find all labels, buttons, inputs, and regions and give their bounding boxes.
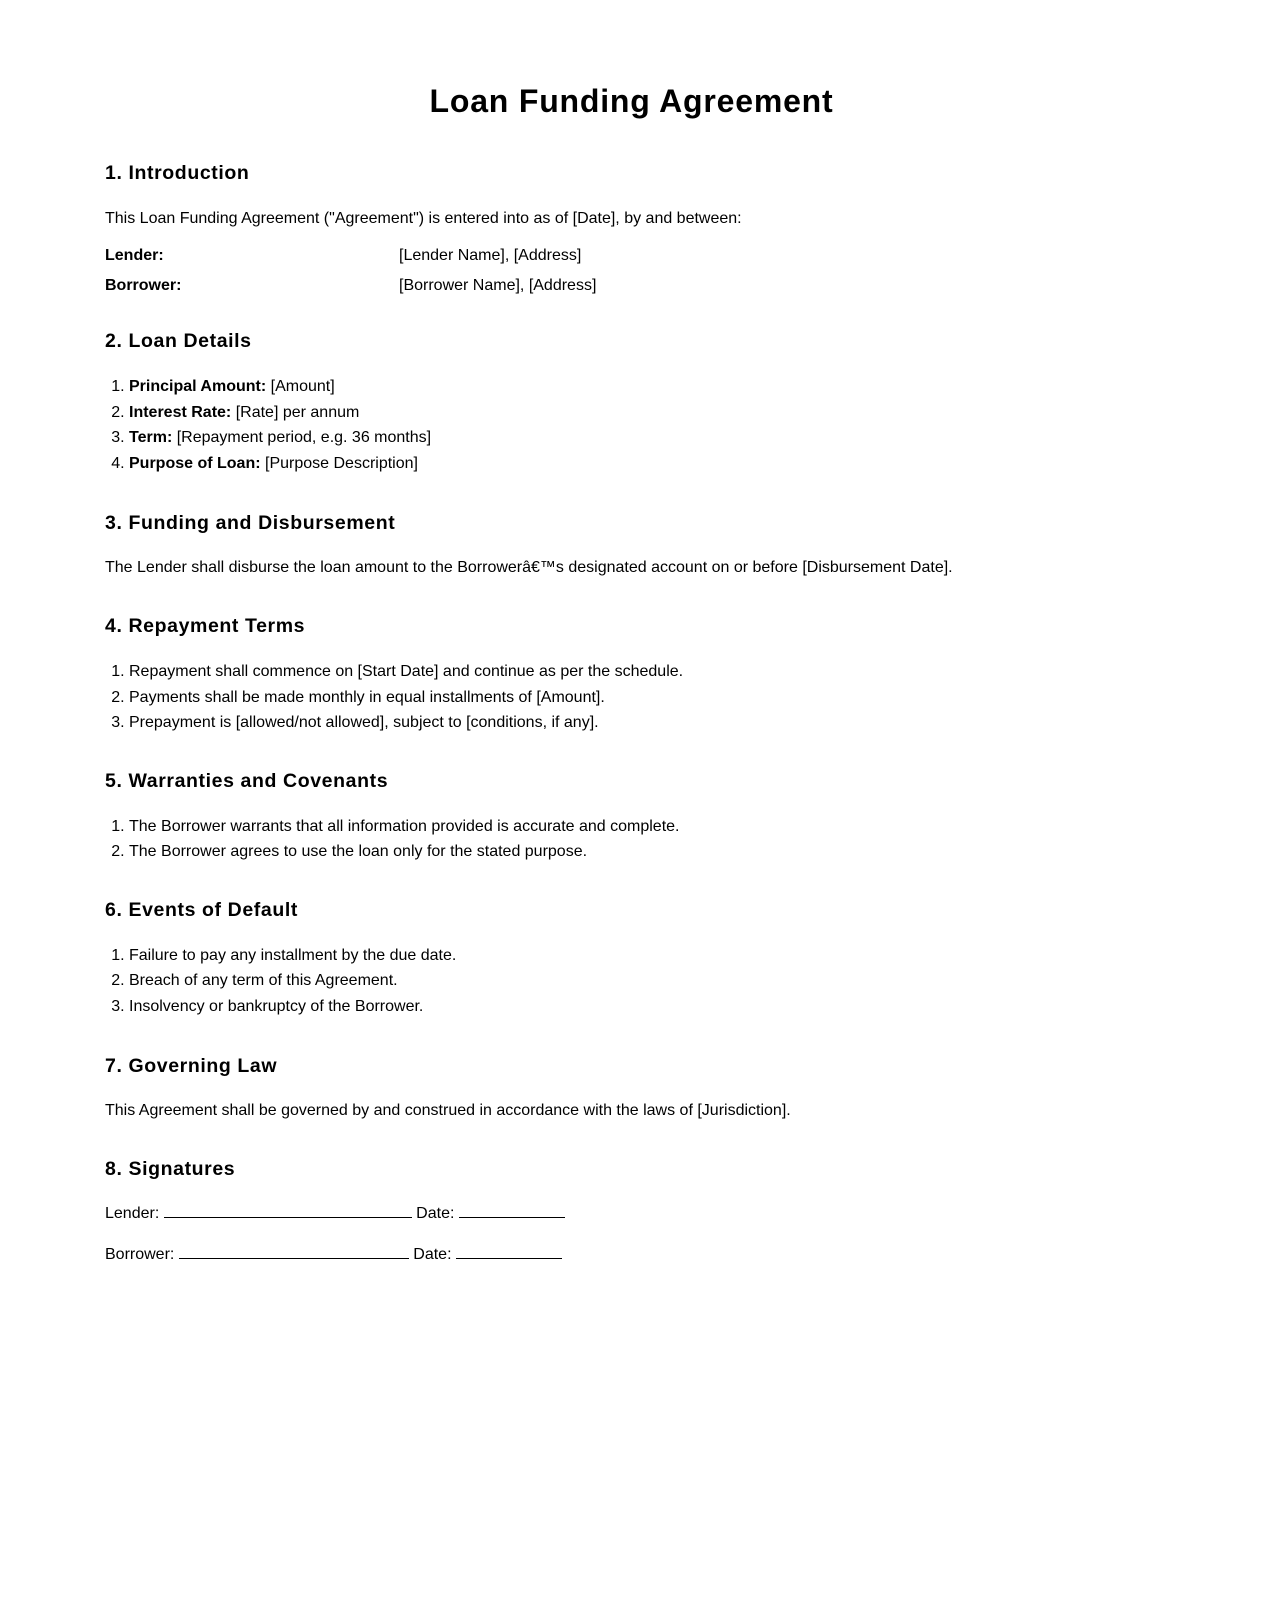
item-label: Purpose of Loan: [129,454,261,472]
signature-label: Borrower: [105,1246,175,1263]
item-value: [Rate] per annum [231,403,360,421]
signature-row-lender [105,1202,1158,1226]
list-item [129,400,1158,426]
intro-paragraph: This Loan Funding Agreement ("Agreement") is entered into as of [Date], by and between: [105,210,742,227]
default-events-list [105,943,1158,1020]
party-value: [Lender Name], [Address] [399,247,582,264]
section-title: 4. Repayment Terms [105,615,306,637]
section-title: 3. Funding and Disbursement [105,512,396,534]
signature-row-borrower [105,1243,1158,1267]
list-item: 1. The Borrower warrants that all information provided is accurate and complete. [129,814,1158,840]
section-governing-law [105,1054,1158,1123]
item-label: Interest Rate: [129,403,232,421]
parties-list [105,244,1158,298]
item-value: [Repayment period, e.g. 36 months] [172,429,432,446]
item-label: Principal Amount: [129,378,267,395]
section-title: 1. Introduction [105,162,250,184]
signature-label: Lender: [105,1205,160,1222]
list-item: 3. Insolvency or bankruptcy of the Borrower. [129,994,1158,1020]
document-title: Loan Funding Agreement [429,83,834,119]
list-item: 2. The Borrower agrees to use the loan only for the stated purpose. [129,839,1158,865]
item-value: [Purpose Description] [260,454,418,472]
date-line [459,1202,565,1218]
party-label: Borrower: [105,277,182,294]
signature-line [164,1202,412,1218]
list-item: 3. Prepayment is [allowed/not allowed], subject to [conditions, if any]. [129,710,1158,736]
section-title: 2. Loan Details [105,330,252,352]
list-item [129,425,1158,451]
governing-law-paragraph: This Agreement shall be governed by and construed in accordance with the laws of [Jurisdiction]. [105,1102,791,1119]
list-item: 1. Failure to pay any installment by the due date. [129,943,1158,969]
party-label: Lender: [105,247,164,264]
section-title: 7. Governing Law [105,1055,278,1077]
section-title: 5. Warranties and Covenants [105,769,389,792]
section-signatures [105,1157,1158,1267]
party-value: [Borrower Name], [Address] [399,277,597,294]
list-item [129,374,1158,400]
section-events-of-default [105,898,1158,1020]
date-label: Date: [416,1205,455,1222]
date-label: Date: [413,1246,452,1263]
section-title: 8. Signatures [105,1158,236,1180]
section-repayment-terms [105,614,1158,736]
list-item [129,451,1158,477]
party-row-lender [105,244,1158,268]
warranties-list [105,814,1158,865]
list-item: 2. Breach of any term of this Agreement. [129,968,1158,994]
list-item: 2. Payments shall be made monthly in equal installments of [Amount]. [129,685,1158,711]
funding-paragraph: The Lender shall disburse the loan amount to the Borrowerâ€™s designated account on or before [Disbursement Date]. [105,559,953,576]
section-loan-details [105,329,1158,476]
repayment-terms-list [105,659,1158,736]
signature-line [179,1243,409,1259]
party-row-borrower [105,274,1158,298]
loan-details-list [105,374,1158,476]
section-warranties-covenants [105,769,1158,865]
date-line [456,1243,562,1259]
item-label: Term: [129,429,173,446]
section-introduction [105,161,1158,298]
section-funding-disbursement [105,511,1158,580]
section-title: 6. Events of Default [105,898,298,921]
item-value: [Amount] [266,378,335,395]
list-item: 1. Repayment shall commence on [Start Date] and continue as per the schedule. [129,659,1158,685]
